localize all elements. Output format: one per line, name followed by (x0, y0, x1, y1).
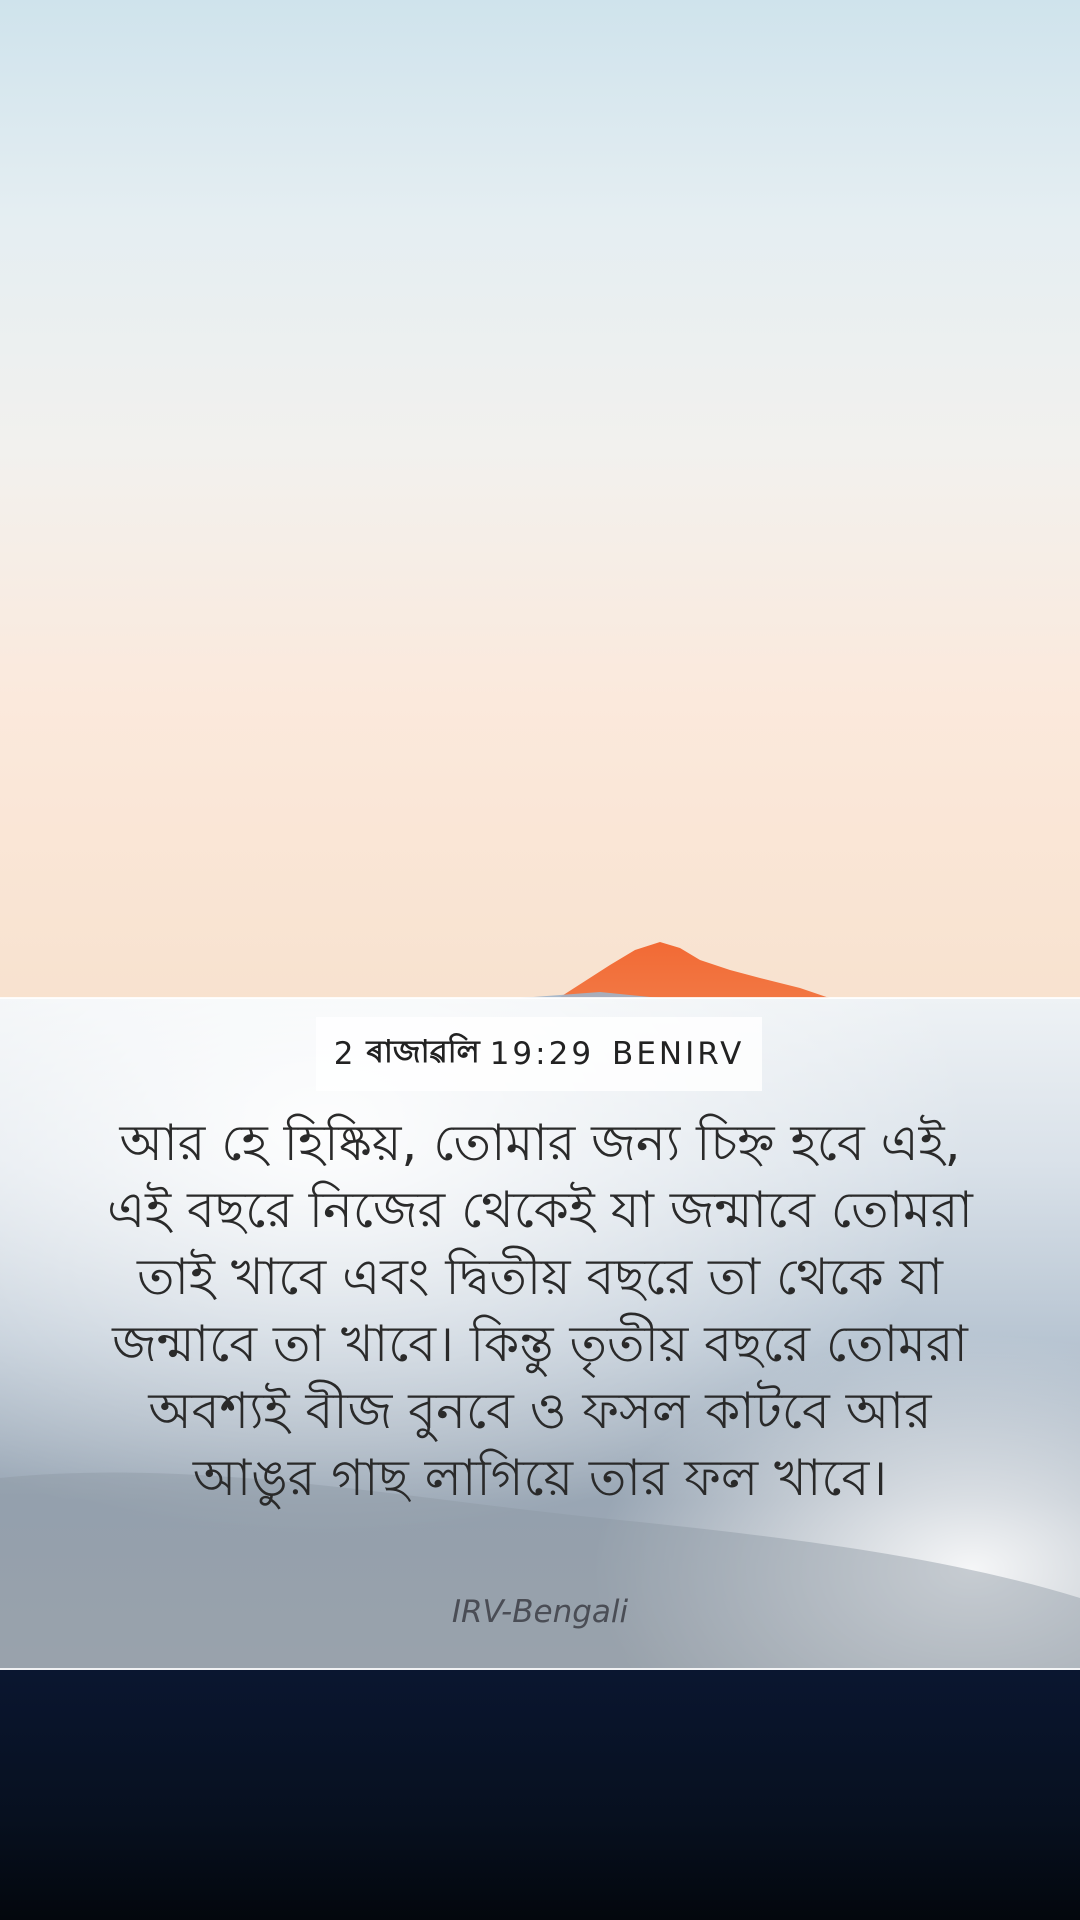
reference-chapter-prefix: 2 (333, 1036, 357, 1072)
reference-translation-code: BENIRV (612, 1036, 745, 1072)
band-top-line (0, 997, 1080, 999)
verse-text: আর হে হিষ্কিয়, তোমার জন্য চিহ্ন হবে এই, এই বছরে নিজের থেকেই যা জন্মাবে তোমরা তাই খাবে এবং দ্বিতীয় বছরে তা থেকে যা জন্মাবে তা খাবে। কিন্তু তৃতীয় বছরে তোমরা অবশ্যই বীজ বুনবে ও ফসল কাটবে আর আঙুর গাছ লাগিয়ে তার ফল খাবে। (107, 1114, 973, 1507)
reference-book: ৰাজাৱলি (366, 1034, 480, 1070)
dark-footer-area (0, 1670, 1080, 1920)
verse-reference (316, 1017, 762, 1091)
reference-chapter-verse: 19:29 (489, 1036, 595, 1072)
version-label: IRV-Bengali (451, 1594, 629, 1630)
